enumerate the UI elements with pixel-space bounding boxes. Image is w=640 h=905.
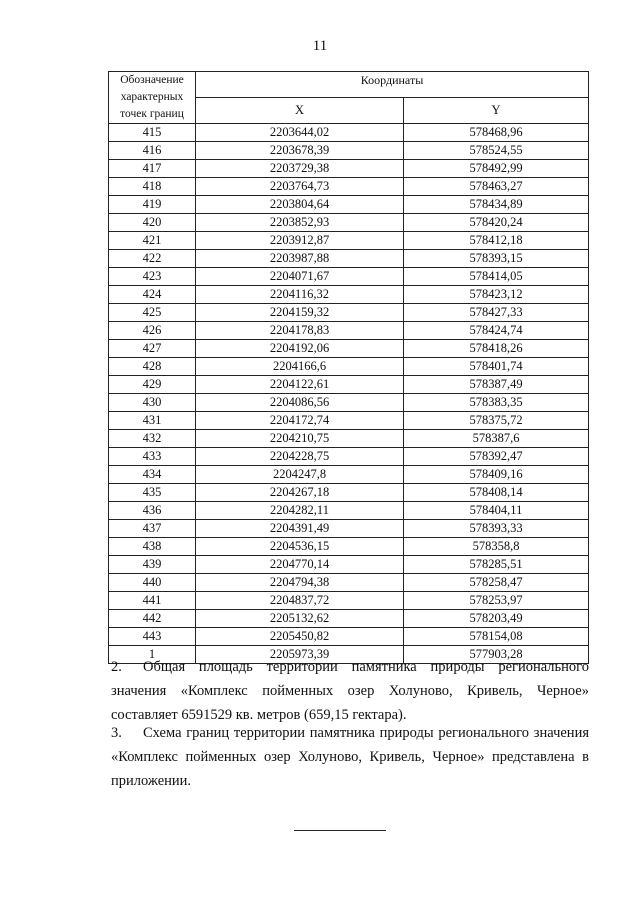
closing-rule <box>294 830 386 831</box>
point-cell: 438 <box>109 538 196 556</box>
point-cell: 443 <box>109 628 196 646</box>
point-cell: 434 <box>109 466 196 484</box>
x-cell: 2204116,32 <box>196 286 404 304</box>
y-cell: 578463,27 <box>404 178 589 196</box>
paragraph-scheme <box>111 721 589 793</box>
x-cell: 2204192,06 <box>196 340 404 358</box>
x-cell: 2203804,64 <box>196 196 404 214</box>
point-cell: 428 <box>109 358 196 376</box>
table-row <box>109 520 589 538</box>
x-cell: 2204247,8 <box>196 466 404 484</box>
table-row <box>109 376 589 394</box>
table-row <box>109 268 589 286</box>
point-cell: 442 <box>109 610 196 628</box>
table-row <box>109 556 589 574</box>
table-row <box>109 214 589 232</box>
y-cell: 578468,96 <box>404 124 589 142</box>
x-cell: 2204770,14 <box>196 556 404 574</box>
y-cell: 578387,49 <box>404 376 589 394</box>
paragraph-text: Общая площадь территории памятника природы регионального значения «Комплекс пойменных озер Холуново, Кривель, Черное» составляет 6591529 кв. метров (659,15 гектара). <box>111 658 589 723</box>
y-cell: 578412,18 <box>404 232 589 250</box>
y-cell: 578423,12 <box>404 286 589 304</box>
point-cell: 436 <box>109 502 196 520</box>
point-cell: 437 <box>109 520 196 538</box>
table-header-row <box>109 72 589 98</box>
point-cell: 415 <box>109 124 196 142</box>
table-row <box>109 502 589 520</box>
table-row <box>109 484 589 502</box>
paragraph-text: Схема границ территории памятника природы регионального значения «Комплекс пойменных озер Холуново, Кривель, Черное» представлена в приложении. <box>111 724 589 789</box>
x-cell: 2205450,82 <box>196 628 404 646</box>
x-cell: 2203644,02 <box>196 124 404 142</box>
y-cell: 578392,47 <box>404 448 589 466</box>
y-cell: 578387,6 <box>404 430 589 448</box>
table-row <box>109 628 589 646</box>
table-row <box>109 394 589 412</box>
coordinates-table <box>108 71 589 664</box>
y-cell: 578383,35 <box>404 394 589 412</box>
table-row <box>109 412 589 430</box>
point-cell: 425 <box>109 304 196 322</box>
y-cell: 578434,89 <box>404 196 589 214</box>
table-body <box>109 124 589 664</box>
x-cell: 2204166,6 <box>196 358 404 376</box>
x-cell: 2204794,38 <box>196 574 404 592</box>
x-cell: 2204122,61 <box>196 376 404 394</box>
point-cell: 418 <box>109 178 196 196</box>
x-cell: 2204267,18 <box>196 484 404 502</box>
point-cell: 439 <box>109 556 196 574</box>
y-cell: 578409,16 <box>404 466 589 484</box>
point-cell: 433 <box>109 448 196 466</box>
point-cell: 417 <box>109 160 196 178</box>
point-cell: 435 <box>109 484 196 502</box>
table-row <box>109 574 589 592</box>
y-cell: 578524,55 <box>404 142 589 160</box>
y-cell: 578358,8 <box>404 538 589 556</box>
header-y: Y <box>404 98 589 124</box>
x-cell: 2203729,38 <box>196 160 404 178</box>
paragraph-number: 2. <box>111 658 122 675</box>
y-cell: 578424,74 <box>404 322 589 340</box>
point-cell: 422 <box>109 250 196 268</box>
x-cell: 2203912,87 <box>196 232 404 250</box>
x-cell: 2204086,56 <box>196 394 404 412</box>
paragraph-area <box>111 655 589 727</box>
x-cell: 2204228,75 <box>196 448 404 466</box>
x-cell: 2204837,72 <box>196 592 404 610</box>
y-cell: 578285,51 <box>404 556 589 574</box>
point-cell: 427 <box>109 340 196 358</box>
table-row <box>109 322 589 340</box>
table-row <box>109 250 589 268</box>
y-cell: 577903,28 <box>404 646 589 664</box>
table-row <box>109 358 589 376</box>
point-cell: 1 <box>109 646 196 664</box>
point-cell: 419 <box>109 196 196 214</box>
point-cell: 423 <box>109 268 196 286</box>
point-cell: 426 <box>109 322 196 340</box>
point-cell: 441 <box>109 592 196 610</box>
x-cell: 2203764,73 <box>196 178 404 196</box>
y-cell: 578203,49 <box>404 610 589 628</box>
y-cell: 578427,33 <box>404 304 589 322</box>
x-cell: 2204172,74 <box>196 412 404 430</box>
x-cell: 2203678,39 <box>196 142 404 160</box>
table-row <box>109 196 589 214</box>
y-cell: 578375,72 <box>404 412 589 430</box>
x-cell: 2204159,32 <box>196 304 404 322</box>
header-x: X <box>196 98 404 124</box>
point-cell: 429 <box>109 376 196 394</box>
y-cell: 578408,14 <box>404 484 589 502</box>
table-row <box>109 178 589 196</box>
point-cell: 440 <box>109 574 196 592</box>
y-cell: 578418,26 <box>404 340 589 358</box>
y-cell: 578404,11 <box>404 502 589 520</box>
x-cell: 2205132,62 <box>196 610 404 628</box>
point-cell: 430 <box>109 394 196 412</box>
point-cell: 416 <box>109 142 196 160</box>
point-cell: 432 <box>109 430 196 448</box>
table-row <box>109 610 589 628</box>
table-row <box>109 160 589 178</box>
header-coordinates: Координаты <box>196 72 589 98</box>
x-cell: 2204210,75 <box>196 430 404 448</box>
x-cell: 2204282,11 <box>196 502 404 520</box>
table-row <box>109 286 589 304</box>
x-cell: 2203852,93 <box>196 214 404 232</box>
table-row <box>109 466 589 484</box>
point-cell: 420 <box>109 214 196 232</box>
table-row <box>109 232 589 250</box>
x-cell: 2204071,67 <box>196 268 404 286</box>
y-cell: 578253,97 <box>404 592 589 610</box>
x-cell: 2203987,88 <box>196 250 404 268</box>
x-cell: 2205973,39 <box>196 646 404 664</box>
table-row <box>109 430 589 448</box>
point-cell: 431 <box>109 412 196 430</box>
y-cell: 578393,33 <box>404 520 589 538</box>
page-number: 11 <box>312 38 328 54</box>
header-point-designation: Обозначение характерных точек границ <box>109 72 196 124</box>
x-cell: 2204536,15 <box>196 538 404 556</box>
paragraph-number: 3. <box>111 724 122 741</box>
y-cell: 578492,99 <box>404 160 589 178</box>
y-cell: 578393,15 <box>404 250 589 268</box>
table-row <box>109 538 589 556</box>
y-cell: 578420,24 <box>404 214 589 232</box>
point-cell: 424 <box>109 286 196 304</box>
table-row <box>109 592 589 610</box>
table-row <box>109 448 589 466</box>
table-row <box>109 142 589 160</box>
table-row <box>109 340 589 358</box>
x-cell: 2204178,83 <box>196 322 404 340</box>
y-cell: 578154,08 <box>404 628 589 646</box>
y-cell: 578258,47 <box>404 574 589 592</box>
y-cell: 578401,74 <box>404 358 589 376</box>
y-cell: 578414,05 <box>404 268 589 286</box>
x-cell: 2204391,49 <box>196 520 404 538</box>
table-row <box>109 124 589 142</box>
point-cell: 421 <box>109 232 196 250</box>
table-row <box>109 304 589 322</box>
